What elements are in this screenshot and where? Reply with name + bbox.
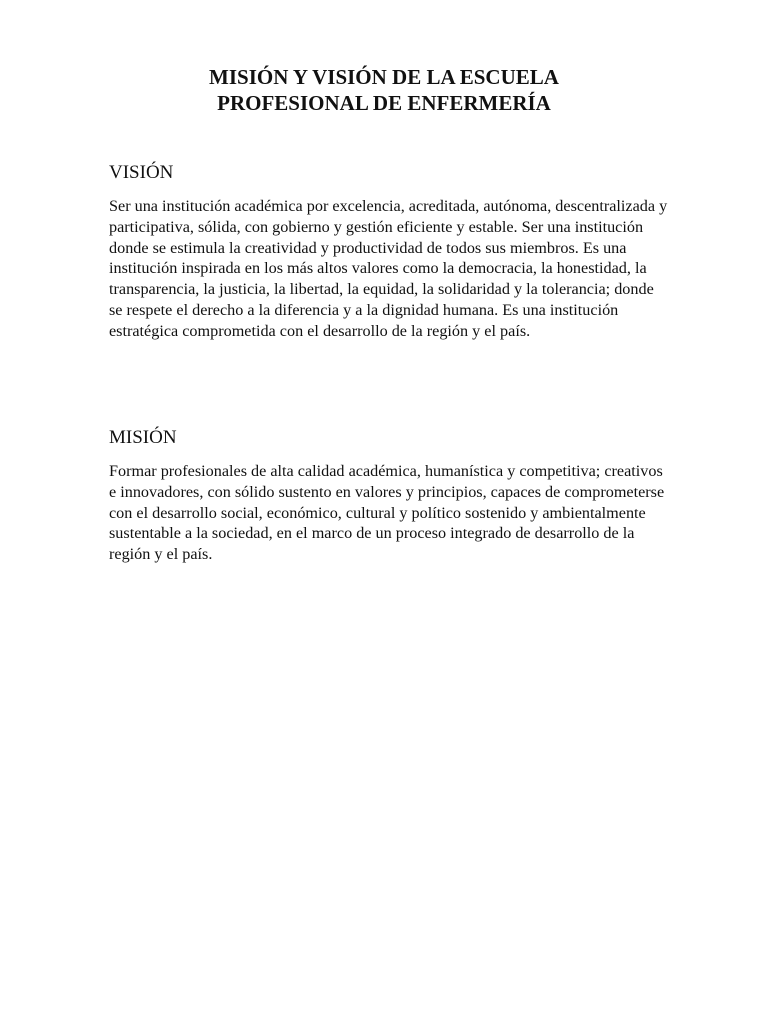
page-title-line-2: PROFESIONAL DE ENFERMERÍA xyxy=(217,91,551,115)
vision-heading: VISIÓN xyxy=(109,162,174,183)
page-title xyxy=(100,64,668,116)
mision-heading: MISIÓN xyxy=(109,427,177,448)
page-title-line-1: MISIÓN Y VISIÓN DE LA ESCUELA xyxy=(209,65,559,89)
mision-paragraph: Formar profesionales de alta calidad académica, humanística y competitiva; creativos e innovadores, con sólido sustento en valores y principios, capaces de comprometerse con el desarrollo social, económico, cultural y político sostenido y ambientalmente sustentable a la sociedad, en el marco de un proceso integrado de desarrollo de la región y el país. xyxy=(109,462,665,564)
vision-paragraph: Ser una institución académica por excelencia, acreditada, autónoma, descentralizada y participativa, sólida, con gobierno y gestión eficiente y estable. Ser una institución donde se estimula la creatividad y productividad de todos sus miembros. Es una institución inspirada en los más altos valores como la democracia, la honestidad, la transparencia, la justicia, la libertad, la equidad, la solidaridad y la tolerancia; donde se respete el derecho a la diferencia y a la dignidad humana. Es una institución estratégica comprometida con el desarrollo de la región y el país. xyxy=(109,197,668,340)
